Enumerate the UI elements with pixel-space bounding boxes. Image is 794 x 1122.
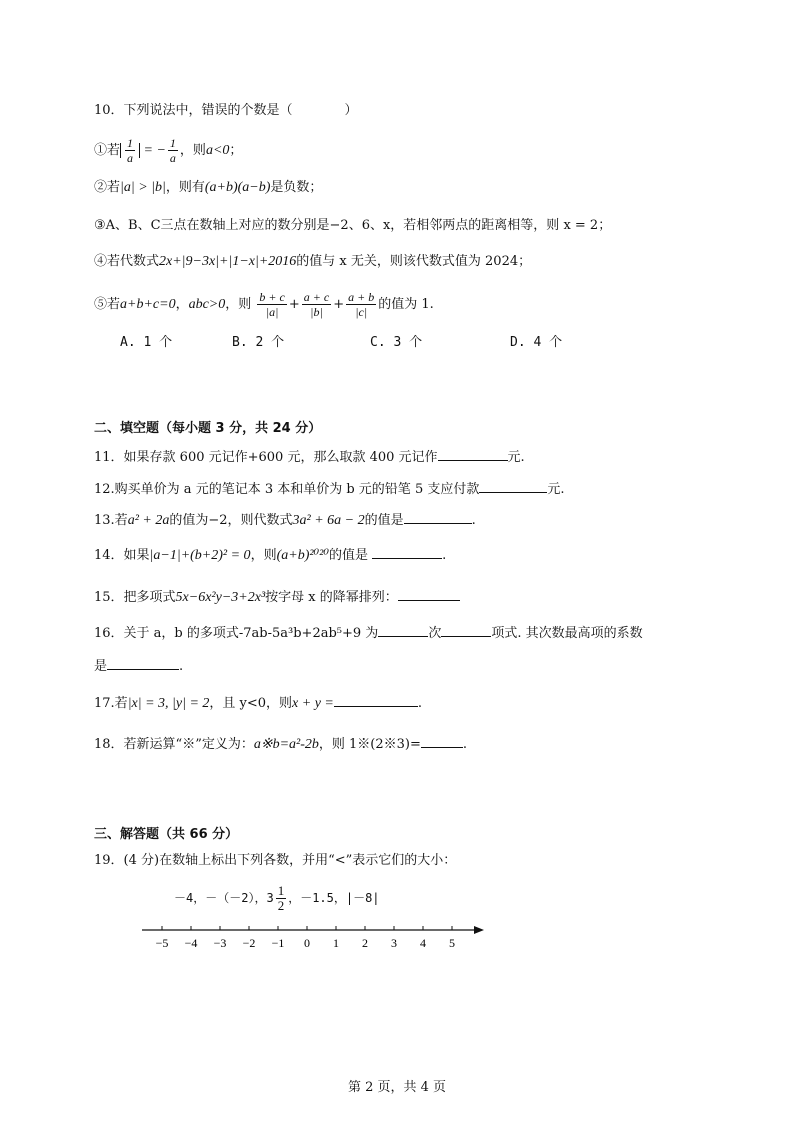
number-line-tick-label: −3 <box>213 936 227 950</box>
section-3-heading: 三、解答题（共 66 分） <box>94 827 239 842</box>
q15: 15．把多项式5x−6x²y−3+2x³按字母 x 的降幂排列： <box>94 586 460 607</box>
number-line-tick-label: 4 <box>420 936 426 950</box>
q10-statement-2: ②若|a| > |b|，则有(a+b)(a−b)是负数； <box>94 180 323 195</box>
number-line-tick-label: 1 <box>333 936 339 950</box>
option-a: A. 1 个 <box>120 335 173 350</box>
number-line <box>140 920 490 960</box>
q13: 13.若a² + 2a的值为−2，则代数式3a² + 6a − 2的值是 . <box>94 509 476 530</box>
q16-continued: 是 . <box>94 655 183 676</box>
option-c: C. 3 个 <box>370 335 423 350</box>
number-line-tick-label: 0 <box>304 936 310 950</box>
q11: 11．如果存款 600 元记作+600 元，那么取款 400 元记作 元. <box>94 446 525 467</box>
number-line-tick-label: −5 <box>155 936 169 950</box>
q18: 18．若新运算“※”定义为：a※b=a²-2b，则 1※(2※3)= . <box>94 733 467 754</box>
q10-statement-5: ⑤若a+b+c=0，abc>0，则 $\frac{b + c}{|a|}$ + $\frac{a + c}{|b|}$ + $\frac{a + b}{|c|}$ 的值为 1. <box>94 290 434 319</box>
number-line-tick-label: 3 <box>391 936 397 950</box>
page-footer: 第 2 页，共 4 页 <box>347 1080 447 1095</box>
q14: 14．如果|a−1|+(b+2)² = 0，则(a+b)²⁰²⁰的值是 . <box>94 544 446 565</box>
q16: 16．关于 a，b 的多项式-7ab-5a³b+2ab⁵+9 为 次 项式. 其次数最高项的系数 <box>94 622 643 643</box>
number-line-arrow-icon <box>474 926 484 934</box>
q10-statement-4: ④若代数式2x+|9−3x|+|1−x|+2016的值与 x 无关，则该代数式值为 2024； <box>94 254 532 269</box>
q10-stem: 10．下列说法中，错误的个数是（ ） <box>94 103 358 118</box>
q10-statement-3: ③A、B、C三点在数轴上对应的数分别是−2、6、x，若相邻两点的距离相等，则 x = 2； <box>94 218 612 233</box>
section-2-heading: 二、填空题（每小题 3 分，共 24 分） <box>94 421 322 436</box>
number-line-tick-label: −2 <box>242 936 256 950</box>
number-line-tick-label: −1 <box>271 936 285 950</box>
option-d: D. 4 个 <box>510 335 563 350</box>
number-line-tick-label: 2 <box>362 936 368 950</box>
number-line-tick-label: 5 <box>449 936 455 950</box>
number-line-tick-label: −4 <box>184 936 198 950</box>
q12: 12.购买单价为 a 元的笔记本 3 本和单价为 b 元的铅笔 5 支应付款 元. <box>94 478 565 499</box>
q10-statement-1: ①若 $\frac{1}{a}$ = − $\frac{1}{a}$ ，则a<0； <box>94 136 243 165</box>
q17: 17.若|x| = 3, |y| = 2，且 y<0，则x + y = . <box>94 692 422 713</box>
q19-numbers: －4，－（－2），3 $\frac{1}{2}$ ，－1.5，|－8| <box>174 883 380 913</box>
option-b: B. 2 个 <box>232 335 285 350</box>
q19: 19．(4 分)在数轴上标出下列各数，并用“<”表示它们的大小： <box>94 853 457 868</box>
